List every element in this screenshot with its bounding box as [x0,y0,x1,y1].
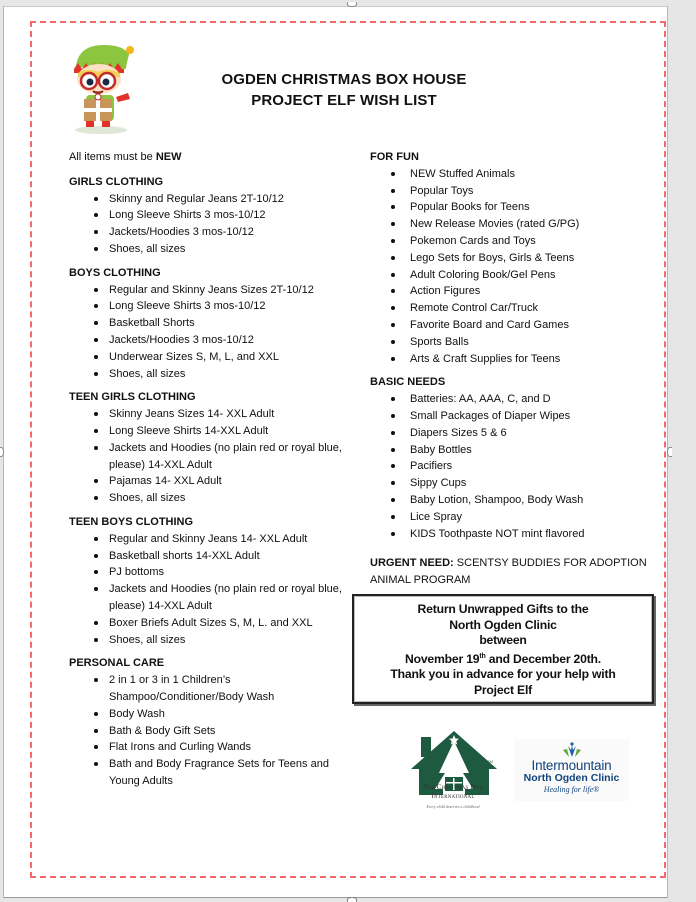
section-title: FOR FUN [370,151,419,163]
list-item: Pajamas 14- XXL Adult [69,473,349,490]
list-item: Adult Coloring Book/Gel Pens [370,267,660,284]
list-item: Sippy Cups [370,475,660,492]
left-column [69,149,349,797]
list-item: Lice Spray [370,509,660,526]
list-item: Long Sleeve Shirts 3 mos-10/12 [69,298,349,315]
section-title: PERSONAL CARE [69,657,165,670]
resize-handle-left[interactable] [0,447,4,457]
elf-illustration-icon [64,39,138,135]
list-item: Basketball shorts 14-XXL Adult [69,548,349,565]
list-item: Popular Books for Teens [370,199,660,216]
section-list [69,406,349,507]
list-item: Jackets/Hoodies 3 mos-10/12 [69,224,349,241]
intermountain-logo [514,739,629,801]
urgent-text: SCENTSY BUDDIES FOR ADOPTION ANIMAL PROGRAM [370,557,647,586]
list-item: Bath & Body Gift Sets [69,723,349,740]
list-item: Body Wash [69,706,349,723]
return-line-6: Project Elf [473,683,533,698]
list-item: Basketball Shorts [69,315,349,332]
list-item: Jackets/Hoodies 3 mos-10/12 [69,332,349,349]
list-item: Skinny and Regular Jeans 2T-10/12 [69,191,349,208]
right-sections [370,149,660,542]
title-line-2: PROJECT ELF WISH LIST [251,92,437,109]
right-column [370,149,660,549]
section-list [69,282,349,383]
list-item: Action Figures [370,283,660,300]
list-item: Favorite Board and Card Games [370,317,660,334]
list-item: Batteries: AA, AAA, C, and D [370,391,660,408]
section-title: TEEN GIRLS CLOTHING [69,391,196,404]
section-list [370,166,660,368]
list-item: Baby Bottles [370,442,660,459]
return-line-1: Return Unwrapped Gifts to the [417,602,589,616]
return-date-start: November 19 [405,651,480,666]
list-item: KIDS Toothpaste NOT mint flavored [370,526,660,543]
return-date-sup: th [479,652,486,660]
urgent-label: URGENT NEED: [370,557,454,569]
list-item: Regular and Skinny Jeans 14- XXL Adult [69,531,349,548]
section-list [69,531,349,649]
list-item: NEW Stuffed Animals [370,166,660,183]
intro-text: All items must be [69,151,156,163]
list-item: Bath and Body Fragrance Sets for Teens and Young Adults [69,756,349,790]
resize-handle-bottom[interactable] [347,897,357,902]
left-sections [69,174,349,790]
list-item: Shoes, all sizes [69,490,349,507]
list-item: New Release Movies (rated G/PG) [370,216,660,233]
list-item: Skinny Jeans Sizes 14- XXL Adult [69,406,349,423]
intermountain-clinic-name: North Ogden Clinic [523,772,620,784]
resize-handle-top[interactable] [347,2,357,7]
list-item: Boxer Briefs Adult Sizes S, M, L. and XXL [69,615,349,632]
cbi-name-line-2: International [431,792,475,800]
list-item: Jackets and Hoodies (no plain red or royal blue, please) 14-XXL Adult [69,440,349,474]
list-item: Shoes, all sizes [69,632,349,649]
selected-image-frame[interactable] [3,6,668,898]
title-line-1: OGDEN CHRISTMAS BOX HOUSE [221,71,467,88]
list-item: Baby Lotion, Shampoo, Body Wash [370,492,660,509]
intermountain-mark-icon [561,742,583,758]
intermountain-name: Intermountain [531,758,612,773]
document-title [184,69,504,111]
cbi-tm: TM [487,759,493,764]
section-title: TEEN BOYS CLOTHING [69,515,194,528]
section-list [69,672,349,790]
intermountain-tagline: Healing for life® [543,785,600,794]
list-item: Underwear Sizes S, M, L, and XXL [69,349,349,366]
list-item: Shoes, all sizes [69,241,349,258]
list-item: Lego Sets for Boys, Girls & Teens [370,250,660,267]
return-gifts-box [352,594,654,704]
list-item: Pokemon Cards and Toys [370,233,660,250]
list-item: Regular and Skinny Jeans Sizes 2T-10/12 [69,282,349,299]
section-title: BOYS CLOTHING [69,266,161,279]
resize-handle-right[interactable] [667,447,672,457]
list-item: Long Sleeve Shirts 3 mos-10/12 [69,207,349,224]
return-line-5: Thank you in advance for your help with [390,667,616,682]
list-item: Long Sleeve Shirts 14-XXL Adult [69,423,349,440]
urgent-need [370,555,660,589]
christmas-box-tagline: Every child deserves a childhood [426,804,480,809]
list-item: Arts & Craft Supplies for Teens [370,351,660,368]
list-item: PJ bottoms [69,564,349,581]
return-line-4 [354,649,652,668]
section-list [69,191,349,258]
section-title: BASIC NEEDS [370,376,446,389]
list-item: Small Packages of Diaper Wipes [370,408,660,425]
return-line-2: North Ogden Clinic [449,617,557,632]
list-item: Sports Balls [370,334,660,351]
list-item: Popular Toys [370,183,660,200]
list-item: Diapers Sizes 5 & 6 [370,425,660,442]
return-line-3: between [479,633,527,648]
section-title: GIRLS CLOTHING [69,175,164,188]
section-list [370,391,660,542]
intro-note [69,149,349,166]
list-item: 2 in 1 or 3 in 1 Children’s Shampoo/Conditioner/Body Wash [69,672,349,706]
list-item: Jackets and Hoodies (no plain red or royal blue, please) 14-XXL Adult [69,581,349,615]
list-item: Pacifiers [370,458,660,475]
intro-emphasis: NEW [155,151,182,163]
list-item: Flat Irons and Curling Wands [69,739,349,756]
cbi-name-line-1: The Christmas Box [423,783,483,791]
list-item: Shoes, all sizes [69,366,349,383]
christmas-box-name [404,783,502,801]
return-date-end: and December 20th. [485,651,601,666]
list-item: Remote Control Car/Truck [370,300,660,317]
